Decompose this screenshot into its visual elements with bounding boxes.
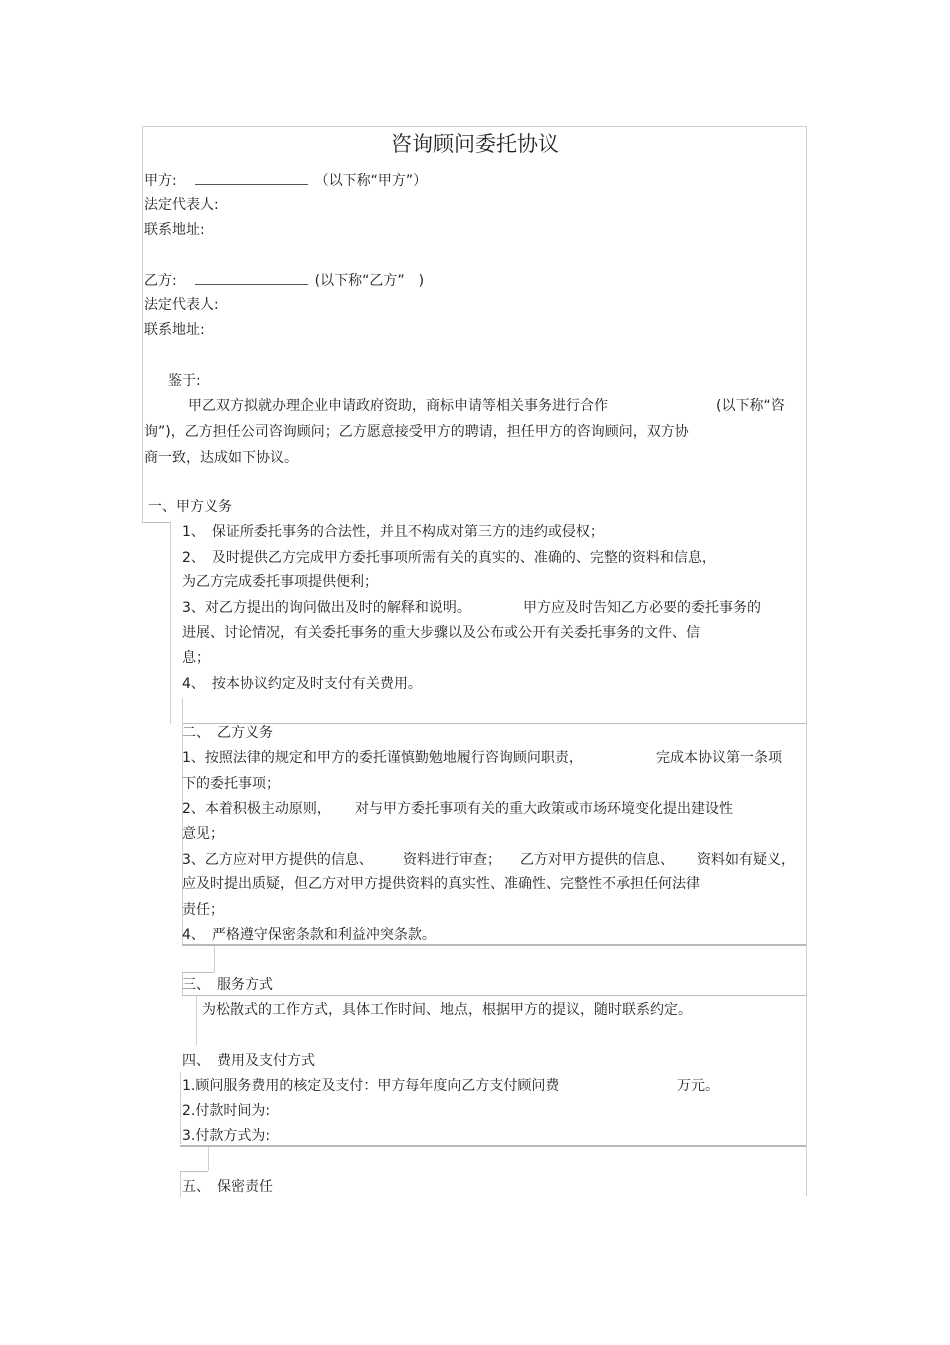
section-3-heading: 三、 服务方式 bbox=[182, 977, 273, 993]
section-3-step-rule bbox=[214, 946, 215, 972]
table-border-top bbox=[142, 126, 807, 127]
section-1-item-3a: 3、对乙方提出的询问做出及时的解释和说明。 bbox=[182, 600, 471, 616]
section-5-step-top bbox=[180, 1171, 208, 1172]
party-a-line bbox=[144, 170, 427, 191]
party-b-blank bbox=[195, 270, 308, 285]
section-3-body-rule bbox=[196, 995, 197, 1045]
section-1-step-rule bbox=[182, 698, 183, 724]
section-2-item-3d: 资料如有疑义， bbox=[697, 852, 795, 868]
table-border-left bbox=[142, 126, 143, 522]
section-2-heading: 二、 乙方义务 bbox=[182, 725, 273, 741]
whereas-line-1a: 甲乙双方拟就办理企业申请政府资助，商标申请等相关事务进行合作 bbox=[188, 398, 608, 414]
section-4-left-rule bbox=[180, 1072, 181, 1144]
section-1-item-3b: 甲方应及时告知乙方必要的委托事务的 bbox=[523, 600, 761, 616]
section-5-heading: 五、 保密责任 bbox=[182, 1179, 273, 1195]
party-b-suffix: (以下称“乙方” ) bbox=[314, 273, 425, 289]
section-2-item-3c: 乙方对甲方提供的信息、 bbox=[520, 852, 674, 868]
section-1-item-1: 1、 保证所委托事务的合法性，并且不构成对第三方的违约或侵权； bbox=[182, 524, 604, 540]
section-1-item-3c: 进展、讨论情况，有关委托事务的重大步骤以及公布或公开有关委托事务的文件、信 bbox=[182, 625, 700, 641]
party-b-rep: 法定代表人: bbox=[144, 297, 219, 313]
section-1-item-2b: 为乙方完成委托事项提供便利； bbox=[182, 574, 378, 590]
table-border-right bbox=[806, 126, 807, 1196]
party-b-line bbox=[144, 270, 424, 291]
section-2-item-1a: 1、按照法律的规定和甲方的委托谨慎勤勉地履行咨询顾问职责， bbox=[182, 750, 583, 766]
party-a-suffix: （以下称“甲方”） bbox=[314, 173, 428, 189]
section-2-rule bbox=[182, 723, 806, 724]
section-4-heading: 四、 费用及支付方式 bbox=[182, 1053, 315, 1069]
section-1-item-4: 4、 按本协议约定及时支付有关费用。 bbox=[182, 676, 422, 692]
section-4-item-3: 3.付款方式为: bbox=[182, 1128, 271, 1144]
party-a-address: 联系地址: bbox=[144, 222, 205, 238]
party-a-label: 甲方: bbox=[144, 173, 177, 189]
section-2-item-2c: 意见； bbox=[182, 826, 224, 842]
section-2-item-4: 4、 严格遵守保密条款和利益冲突条款。 bbox=[182, 927, 436, 943]
section-2-item-3e: 应及时提出质疑，但乙方对甲方提供资料的真实性、准确性、完整性不承担任何法律 bbox=[182, 876, 700, 892]
section-4-item-1a: 1.顾问服务费用的核定及支付：甲方每年度向乙方支付顾问费 bbox=[182, 1078, 560, 1094]
party-a-rep: 法定代表人: bbox=[144, 197, 219, 213]
whereas-label: 鉴于: bbox=[168, 373, 201, 389]
section-5-step-rule bbox=[208, 1147, 209, 1171]
section-4-item-2: 2.付款时间为: bbox=[182, 1103, 271, 1119]
section-1-left-rule bbox=[170, 522, 171, 724]
section-3-step-top bbox=[182, 972, 214, 973]
section-1-heading: 一、甲方义务 bbox=[148, 499, 232, 515]
section-2-item-2a: 2、本着积极主动原则， bbox=[182, 801, 331, 817]
section-2-item-3f: 责任； bbox=[182, 902, 224, 918]
section-1-rule bbox=[142, 522, 170, 523]
section-2-item-1c: 下的委托事项； bbox=[182, 776, 280, 792]
section-2-item-1b: 完成本协议第一条项 bbox=[656, 750, 782, 766]
section-3-body: 为松散式的工作方式，具体工作时间、地点，根据甲方的提议，随时联系约定。 bbox=[202, 1002, 692, 1018]
section-4-item-1b: 万元。 bbox=[677, 1078, 719, 1094]
document-title: 咨询顾问委托协议 bbox=[391, 132, 559, 156]
whereas-line-2: 询”)，乙方担任公司咨询顾问；乙方愿意接受甲方的聘请，担任甲方的咨询顾问，双方协 bbox=[144, 424, 689, 440]
section-3-rule bbox=[182, 995, 806, 996]
whereas-line-1b: (以下称“咨 bbox=[716, 398, 785, 414]
party-b-label: 乙方: bbox=[144, 273, 177, 289]
section-3-top-rule bbox=[182, 944, 806, 946]
section-1-item-3d: 息； bbox=[182, 650, 210, 666]
whereas-line-3: 商一致，达成如下协议。 bbox=[144, 450, 298, 466]
section-2-item-3a: 3、乙方应对甲方提供的信息、 bbox=[182, 852, 373, 868]
section-2-item-2b: 对与甲方委托事项有关的重大政策或市场环境变化提出建设性 bbox=[355, 801, 733, 817]
party-b-address: 联系地址: bbox=[144, 322, 205, 338]
party-a-blank bbox=[195, 170, 308, 185]
section-5-left-rule bbox=[180, 1171, 181, 1197]
section-1-item-2a: 2、 及时提供乙方完成甲方委托事项所需有关的真实的、准确的、完整的资料和信息， bbox=[182, 550, 716, 566]
section-5-top-rule bbox=[180, 1145, 806, 1147]
section-2-item-3b: 资料进行审查； bbox=[403, 852, 501, 868]
